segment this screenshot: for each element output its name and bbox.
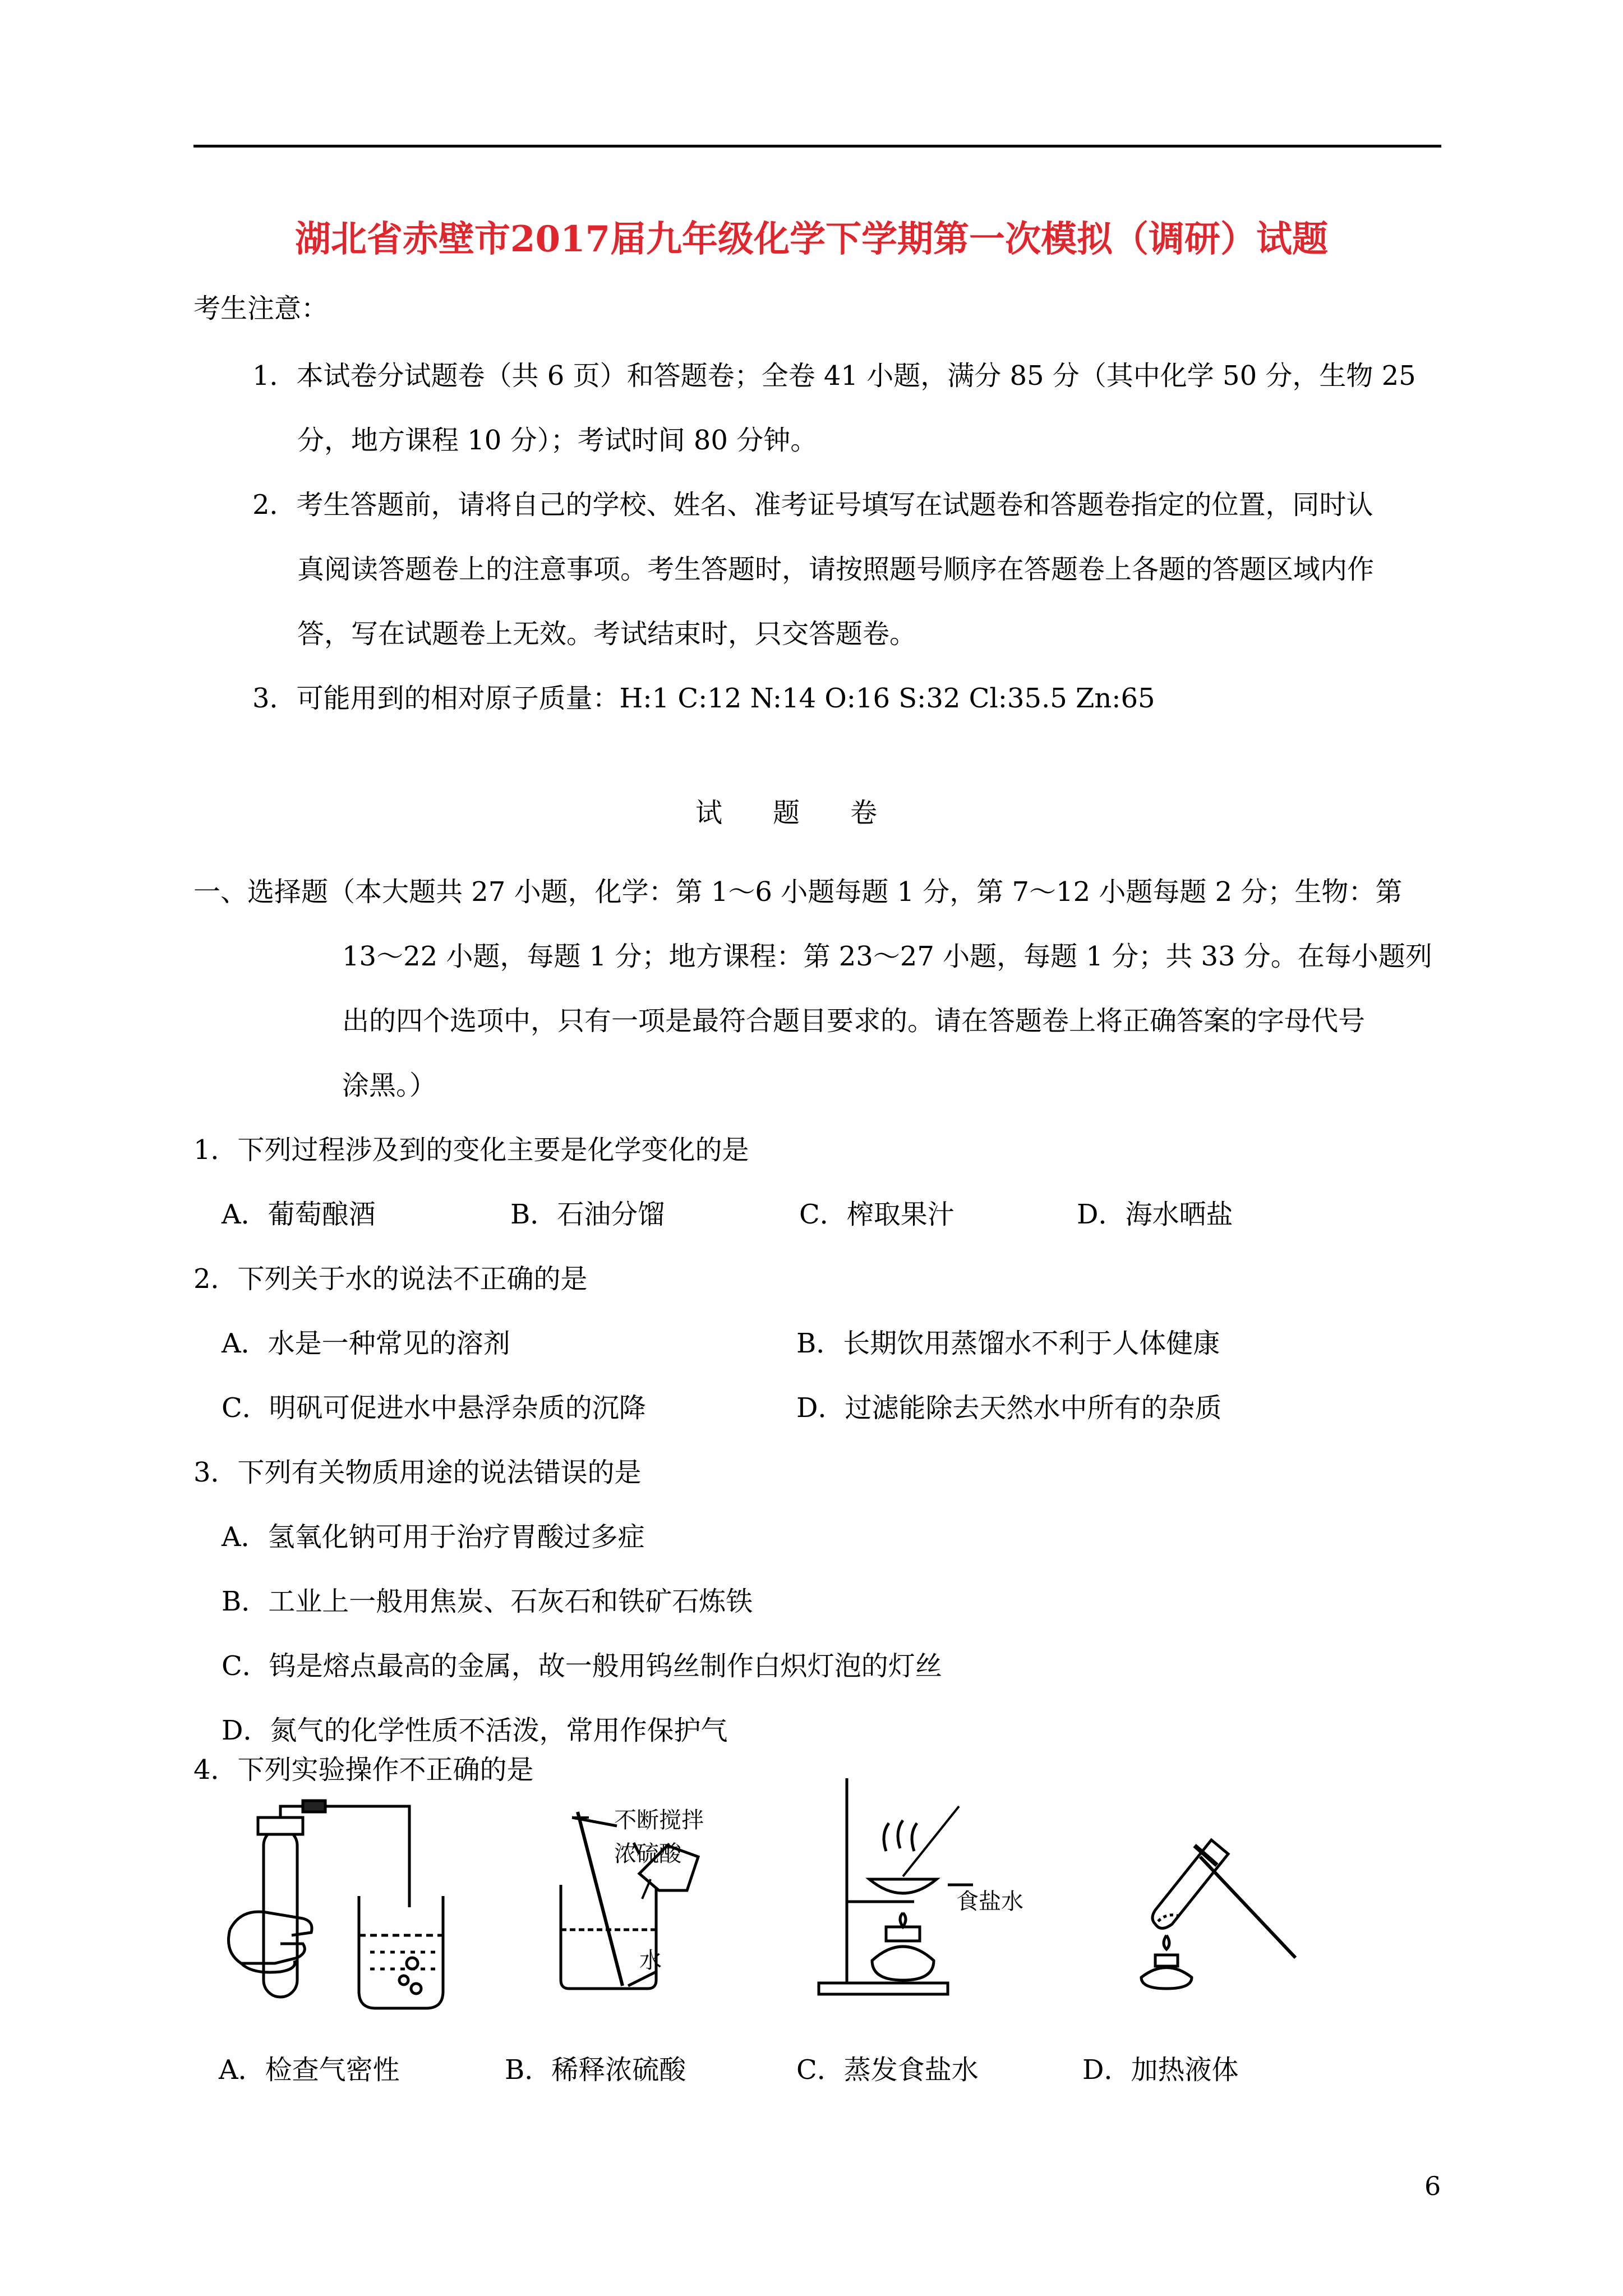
question-1-option-a: A．葡萄酿酒 [222,1199,376,1230]
question-1-option-d: D．海水晒盐 [1077,1199,1233,1230]
notice-2-line-1: 2．考生答题前，请将自己的学校、姓名、准考证号填写在试题卷和答题卷指定的位置，同时认 [252,489,1373,521]
notice-3-line-1: 3．可能用到的相对原子质量：H:1 C:12 N:14 O:16 S:32 Cl:35.5 Zn:65 [252,683,1155,714]
question-1-option-c: C．榨取果汁 [799,1199,955,1230]
figure-heat-liquid [1133,1823,1312,1991]
notice-2-line-3: 答，写在试题卷上无效。考试结束时，只交答题卷。 [297,618,917,650]
question-4-option-c: C．蒸发食盐水 [796,2054,979,2086]
question-3-stem: 3．下列有关物质用途的说法错误的是 [193,1457,642,1488]
question-4-option-d: D．加热液体 [1082,2054,1239,2086]
section1-line-4: 涂黑。） [342,1070,437,1101]
notice-heading: 考生注意： [193,293,329,324]
figure-airtightness-check [219,1795,443,2042]
question-3-option-d: D．氮气的化学性质不活泼，常用作保护气 [222,1715,728,1746]
question-2-option-d: D．过滤能除去天然水中所有的杂质 [796,1392,1222,1424]
section1-line-3: 出的四个选项中，只有一项是最符合题目要求的。请在答题卷上将正确答案的字母代号 [342,1005,1366,1037]
section-title: 试题卷 [695,797,928,829]
header-rule [193,145,1441,148]
notice-1-line-2: 分，地方课程 10 分）；考试时间 80 分钟。 [297,425,818,456]
page-number: 6 [1424,2171,1441,2201]
question-2-stem: 2．下列关于水的说法不正确的是 [193,1263,588,1295]
question-2-option-a: A．水是一种常见的溶剂 [222,1328,510,1359]
question-3-option-a: A．氢氧化钠可用于治疗胃酸过多症 [222,1521,645,1553]
notice-2-line-2: 真阅读答题卷上的注意事项。考生答题时，请按照题号顺序在答题卷上各题的答题区域内作 [297,554,1375,585]
document-title: 湖北省赤壁市2017届九年级化学下学期第一次模拟（调研）试题 [294,218,1329,260]
question-3-option-b: B．工业上一般用焦炭、石灰石和铁矿石炼铁 [222,1586,753,1617]
figure-b-label-acid: 浓硫酸 [614,1841,681,1867]
question-4-option-b: B．稀释浓硫酸 [505,2054,686,2086]
question-2-option-c: C．明矾可促进水中悬浮杂质的沉降 [222,1392,646,1424]
section1-line-2: 13～22 小题，每题 1 分；地方课程：第 23～27 小题，每题 1 分；共 33 分。在每小题列 [342,941,1432,972]
section1-line-1: 一、选择题（本大题共 27 小题，化学：第 1～6 小题每题 1 分，第 7～12 小题每题 2 分；生物：第 [193,876,1403,908]
question-2-option-b: B．长期饮用蒸馏水不利于人体健康 [796,1328,1220,1359]
question-1-option-b: B．石油分馏 [510,1199,665,1230]
figure-b-label-water: 水 [639,1948,662,1973]
figure-b-label-stir: 不断搅拌 [614,1807,704,1833]
question-1-stem: 1．下列过程涉及到的变化主要是化学变化的是 [193,1134,749,1166]
question-4-stem: 4．下列实验操作不正确的是 [193,1754,534,1786]
question-4-option-a: A．检查气密性 [219,2054,400,2086]
question-3-option-c: C．钨是熔点最高的金属，故一般用钨丝制作白炽灯泡的灯丝 [222,1650,942,1682]
figure-c-label-brine: 食盐水 [956,1889,1023,1915]
notice-1-line-1: 1．本试卷分试题卷（共 6 页）和答题卷；全卷 41 小题，满分 85 分（其中化学 50 分，生物 25 [252,360,1416,392]
